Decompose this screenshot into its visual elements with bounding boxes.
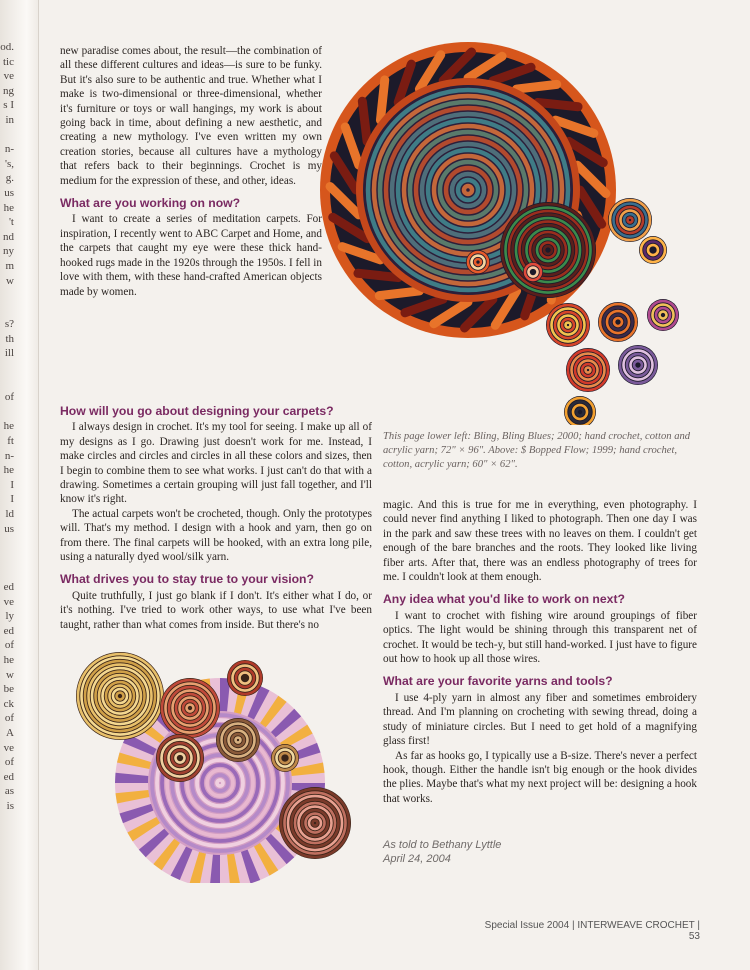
page-number: 53 <box>688 931 700 942</box>
gutter-fragment: I <box>10 478 14 491</box>
gutter-fragment: s? <box>4 318 14 331</box>
gutter-fragment <box>0 551 14 566</box>
gutter-fragment: ld <box>5 508 14 520</box>
question-heading-1: What are you working on now? <box>60 196 241 211</box>
footer-separator: | <box>571 920 575 931</box>
gutter-fragment: of <box>4 391 14 404</box>
gutter-fragment <box>0 405 14 420</box>
gutter-fragment: m <box>5 259 14 272</box>
gutter-fragment: he <box>3 201 14 214</box>
gutter-fragment: he <box>3 653 14 666</box>
gutter-fragment: n- <box>4 143 14 156</box>
gutter-fragment: ed <box>3 624 14 637</box>
gutter-fragment: w <box>6 668 14 681</box>
gutter-fragment: 't <box>8 216 14 229</box>
gutter-fragment: ve <box>3 741 14 754</box>
gutter-fragment: ed <box>3 770 14 783</box>
footer-magazine: INTERWEAVE CROCHET <box>577 920 695 931</box>
gutter-fragment: A <box>6 726 14 739</box>
answer-3: Quite truthfully, I just go blank if I don't. It's either what I do, or it's nothing. I've tried to work other ways, to use what I've been taught, rather than what comes from inside. But there's no <box>60 589 372 631</box>
gutter-fragment <box>0 376 14 391</box>
gutter-fragment: ng <box>3 84 14 97</box>
gutter-fragment: th <box>5 332 14 345</box>
answer-5-paragraph-1: I use 4-ply yarn in almost any fiber and sometimes embroidery thread. And I'm planning on crocheting with sewing thread, doing a study of miniature circles. But I need to get hold of a magnifying glass first! <box>383 691 697 748</box>
question-heading-4: Any idea what you'd like to work on next? <box>383 592 625 607</box>
page-gutter <box>0 0 39 970</box>
question-heading-5: What are your favorite yarns and tools? <box>383 674 613 689</box>
gutter-fragment: ck <box>3 697 14 710</box>
gutter-fragment: be <box>3 683 14 696</box>
answer-4: I want to crochet with fishing wire around groupings of fiber optics. The light would be shining through this transparent net of crochet. It would be tech-y, but still hand-worked. I just have to figure out how to hook up all those wires. <box>383 609 697 666</box>
gutter-fragment: of <box>4 712 14 725</box>
answer-1: I want to create a series of meditation carpets. For inspiration, I recently went to ABC Carpet and Home, and the carpets that caught my eye were these thick hand-hooked rugs made in the 1920s through the 1950s. I fell in love with them, with these hand-crafted American objects made by women. <box>60 213 322 298</box>
gutter-fragment: ed <box>3 580 14 593</box>
gutter-fragment: us <box>4 186 14 199</box>
gutter-fragment: od. <box>0 41 14 53</box>
gutter-fragment <box>0 361 14 376</box>
gutter-fragment: in <box>5 113 14 126</box>
wide-section <box>60 396 372 632</box>
credit-author: As told to Bethany Lyttle <box>383 839 502 851</box>
footer-issue: Special Issue 2004 <box>484 920 570 931</box>
gutter-fragment: ny <box>3 245 14 258</box>
page-footer <box>480 920 700 942</box>
gutter-fragment: ly <box>5 610 14 623</box>
question-heading-2: How will you go about designing your carpets? <box>60 404 334 418</box>
gutter-fragment: as <box>4 785 14 798</box>
gutter-fragment: of <box>4 756 14 769</box>
gutter-fragment: I <box>10 493 14 506</box>
gutter-fragment: ft <box>7 435 14 448</box>
question-heading-3: What drives you to stay true to your vision? <box>60 572 314 587</box>
gutter-fragment <box>0 128 14 143</box>
gutter-fragment: s I <box>3 99 14 112</box>
credit-date: April 24, 2004 <box>383 853 451 865</box>
footer-separator: | <box>697 920 700 931</box>
answer-2-paragraph-2: The actual carpets won't be crocheted, though. Only the prototypes will. That's my method. I design with a hook and yarn, then go on from there. The final carpets will be hooked, with an extra long pile, using a naturally dyed wool/silk yarn. <box>60 507 372 564</box>
intro-paragraph: new paradise comes about, the result—the combination of all these different cultures and ideas—is sure to be funky. But it's also sure to be authentic and true. Whether what I make is two-dimensional or three-dimensional, whether it's furniture or toys or wall hangings, my work is about going back in time, about defining a new aesthetic, and creating a new mythology. I've even written my own creation stories, because all cultures have a mythology that refers back to their beginnings. Crochet is my medium for the expression of these, and other, ideas. <box>60 45 322 187</box>
gutter-fragment: he <box>3 420 14 433</box>
gutter-fragment: ve <box>3 70 14 83</box>
gutter-fragment: tic <box>3 55 14 68</box>
gutter-fragment: he <box>3 464 14 477</box>
gutter-fragment: is <box>6 799 14 812</box>
gutter-fragment <box>0 565 14 580</box>
answer-2-paragraph-1: I always design in crochet. It's my tool for seeing. I make up all of my designs as I go. Drawing just doesn't work for me. Instead, I make circles and circles and circles in all these colors and sizes, then I begin to combine them to see what works. I just can't do that with a drawing. Sometimes a certain grouping will just fall together, and I'll know it's right. <box>60 421 372 506</box>
artwork-caption: This page lower left: Bling, Bling Blues; 2000; hand crochet, cotton and acrylic yarn; 72" × 96". Above: $ Bopped Flow; 1999; hand crochet, cotton, acrylic yarn; 60" × 62". <box>383 431 691 470</box>
answer-3-continued: magic. And this is true for me in everything, even photography. I could never find anything I liked to photograph. Then one day I was in the park and saw these trees with no leaves on them. I couldn't get enough of the bare branches and the roots. They looked like living fiber arts. After that, there was an endless photography of trees for me. I couldn't look at them enough. <box>383 499 697 584</box>
bopped-flow-artwork <box>318 40 698 425</box>
gutter-fragment: n- <box>4 449 14 462</box>
gutter-fragment <box>0 536 14 551</box>
gutter-text-fragments <box>0 40 14 813</box>
gutter-fragment <box>0 303 14 318</box>
gutter-fragment: ve <box>3 595 14 608</box>
gutter-fragment <box>0 288 14 303</box>
gutter-fragment: of <box>4 639 14 652</box>
gutter-fragment: g. <box>5 172 14 185</box>
gutter-fragment: nd <box>3 230 14 243</box>
gutter-fragment: us <box>4 522 14 535</box>
interview-credit <box>383 838 633 866</box>
answer-5-paragraph-2: As far as hooks go, I typically use a B-size. There's never a perfect hook, though. Either the handle isn't big enough or the hook divides the plies. Maybe that's what my next project will be: designing a hook that works. <box>383 749 697 805</box>
gutter-fragment: 's, <box>4 157 14 170</box>
gutter-fragment: w <box>6 274 14 287</box>
gutter-fragment: ill <box>4 347 14 360</box>
left-column <box>60 44 322 299</box>
bling-bling-blues-artwork <box>70 648 355 883</box>
right-column <box>383 498 697 806</box>
